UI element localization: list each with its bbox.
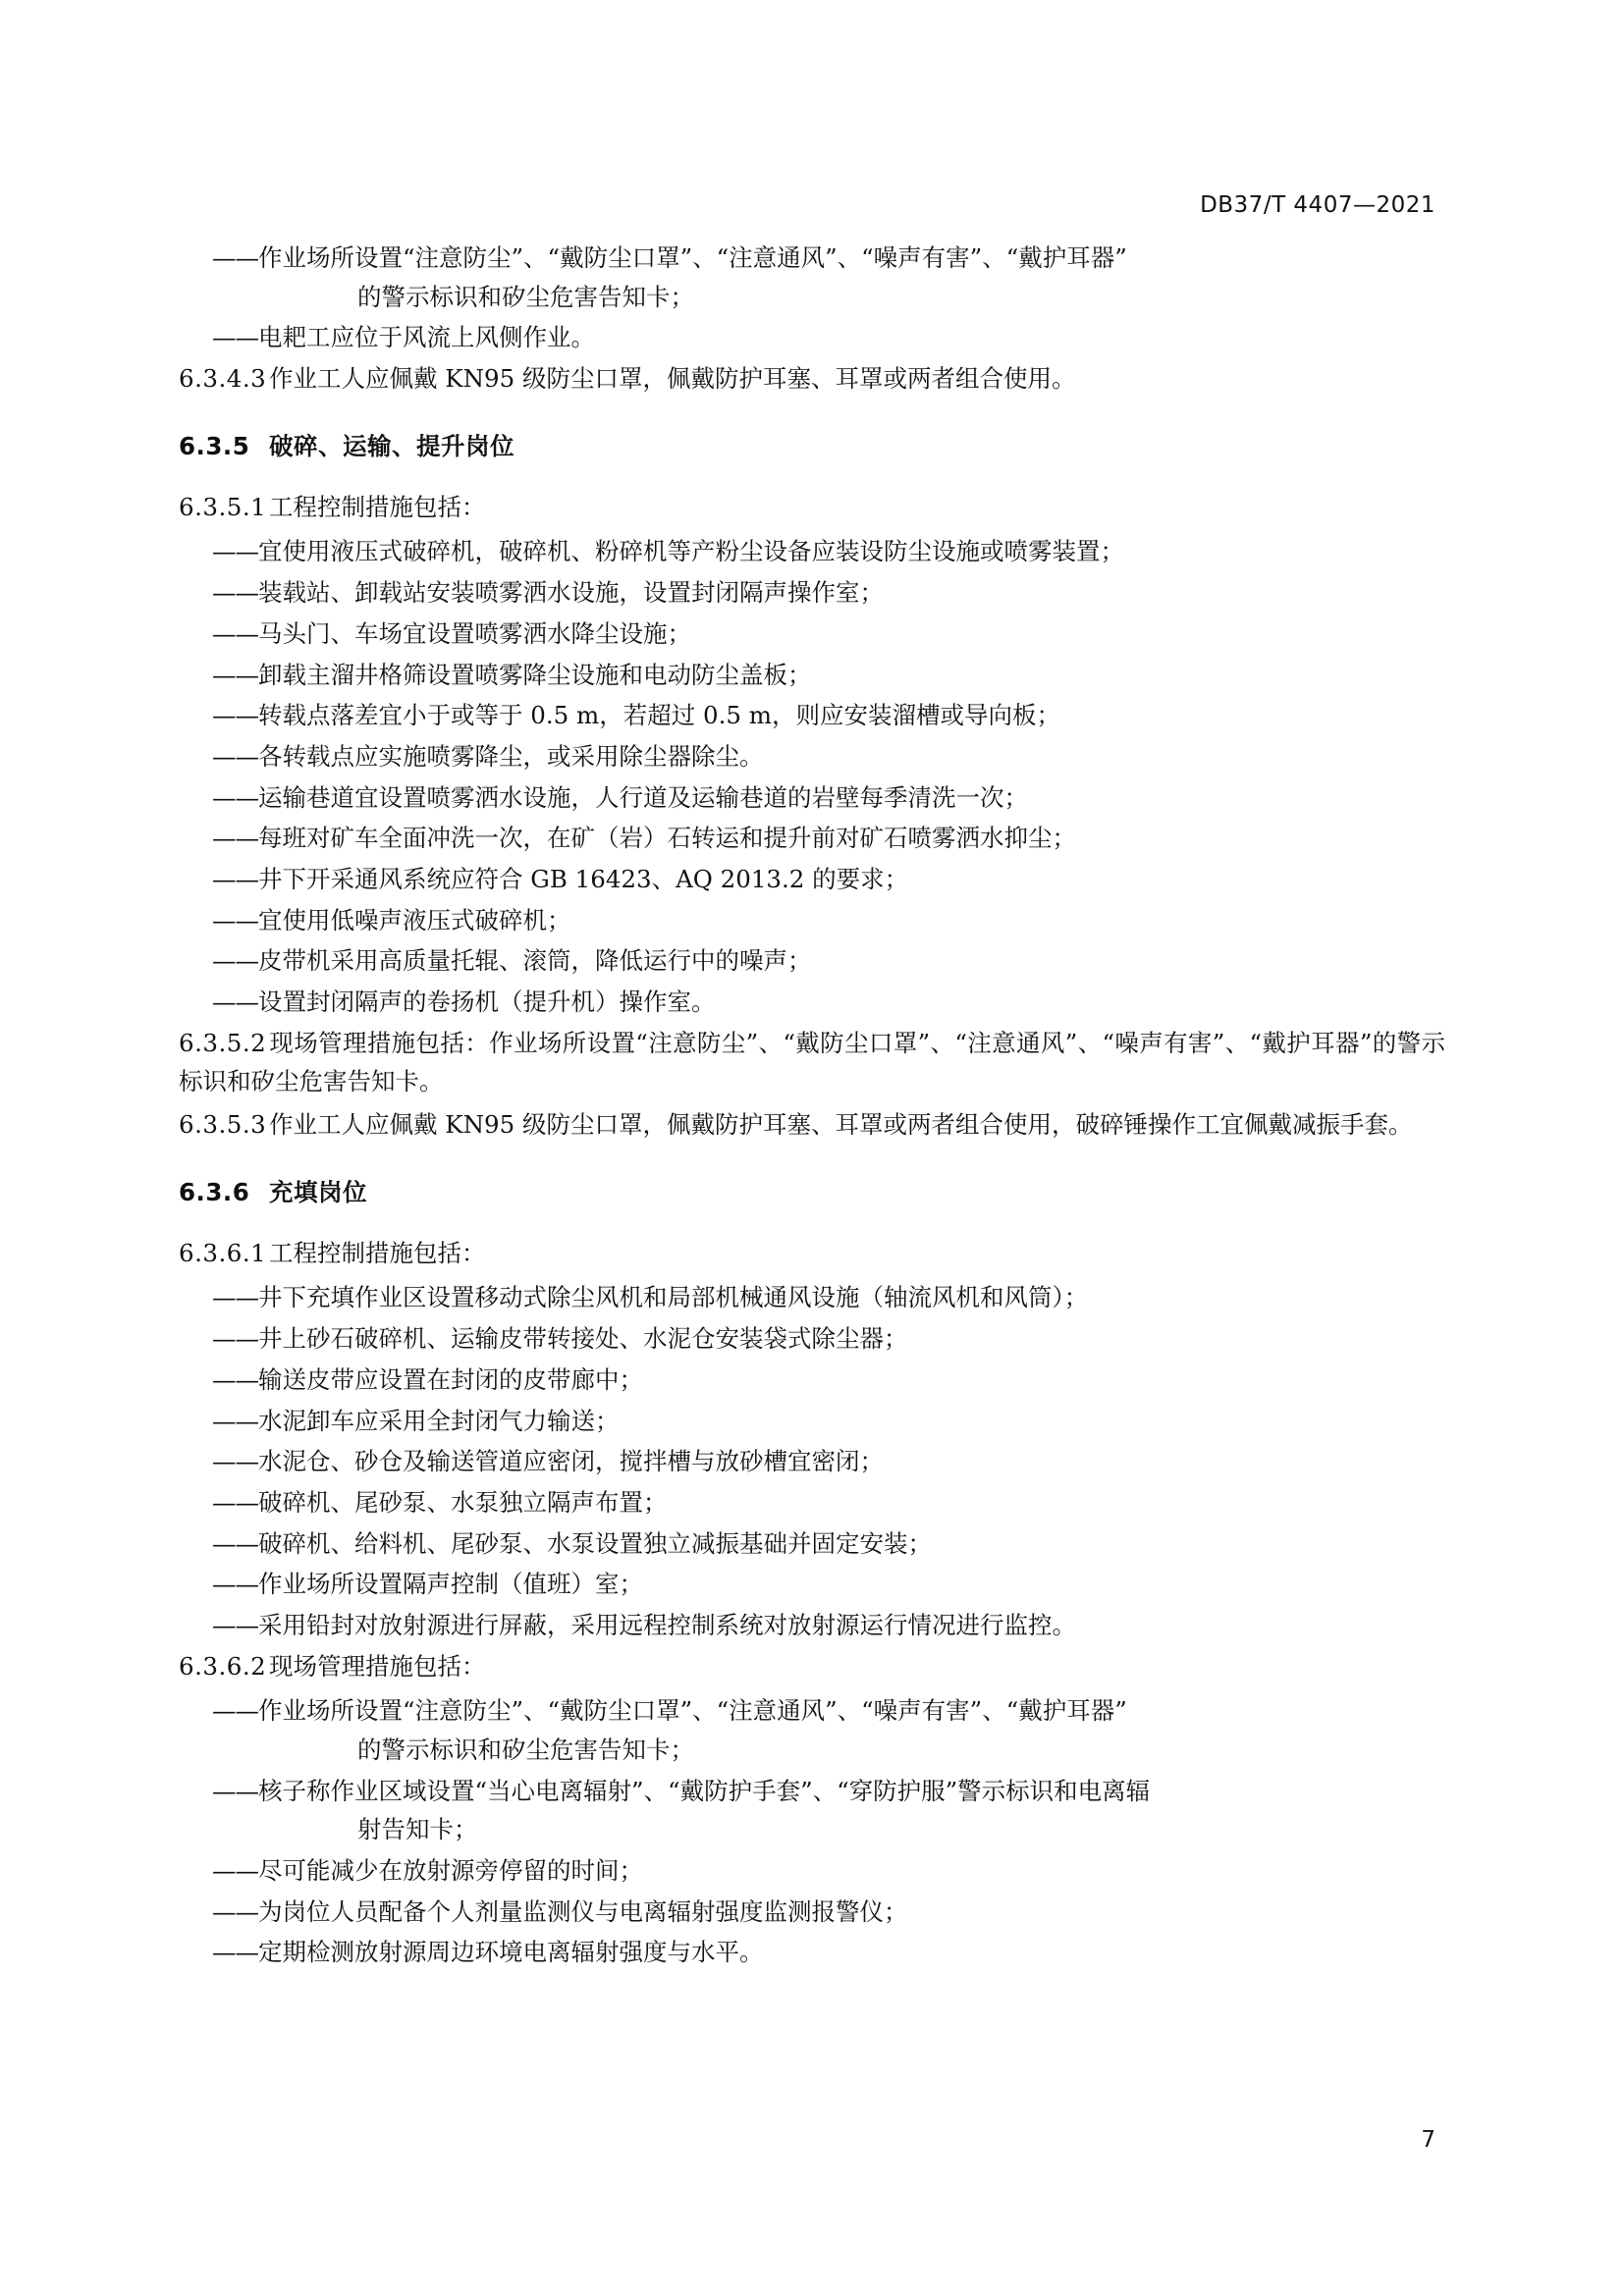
clause-6-3-5-2	[179, 1024, 1445, 1101]
list-item	[179, 778, 1445, 818]
list-item-text: 运输巷道宜设置喷雾洒水设施，人行道及运输巷道的岩壁每季清洗一次；	[258, 782, 1028, 812]
list-item	[179, 901, 1445, 940]
list-item	[179, 983, 1445, 1022]
dash-marker: ——	[212, 1896, 258, 1926]
clause-number: 6.3.4.3	[179, 364, 267, 394]
heading-number: 6.3.6	[179, 1177, 250, 1206]
dash-marker: ——	[212, 946, 258, 976]
list-item-text: 核子称作业区域设置“当心电离辐射”、“戴防护手套”、“穿防护服”警示标识和电离辐	[258, 1776, 1151, 1805]
list-item-text: 为岗位人员配备个人剂量监测仪与电离辐射强度监测报警仪；	[258, 1896, 908, 1926]
list-item-text: 破碎机、给料机、尾砂泵、水泵设置独立减振基础并固定安装；	[258, 1528, 932, 1558]
list-item-continuation: 的警示标识和矽尘危害告知卡；	[357, 1735, 694, 1764]
heading-number: 6.3.5	[179, 431, 250, 460]
dash-marker: ——	[212, 1283, 258, 1312]
page-content	[179, 239, 1445, 1974]
dash-marker: ——	[212, 660, 258, 689]
list-item	[179, 1442, 1445, 1481]
list-item-text: 宜使用液压式破碎机，破碎机、粉碎机等产粉尘设备应装设防尘设施或喷雾装置；	[258, 537, 1124, 566]
clause-text: 现场管理措施包括：作业场所设置“注意防尘”、“戴防尘口罩”、“注意通风”、“噪声有害”、“戴护耳器”的警示标识和矽尘危害告知卡。	[179, 1028, 1445, 1096]
list-item	[179, 819, 1445, 858]
list-item-text: 马头门、车场宜设置喷雾洒水降尘设施；	[258, 618, 691, 648]
list-item	[179, 696, 1445, 735]
heading-title: 破碎、运输、提升岗位	[269, 431, 514, 460]
list-item-continuation: 的警示标识和矽尘危害告知卡；	[357, 282, 694, 311]
list-item-text: 设置封闭隔声的卷扬机（提升机）操作室。	[258, 988, 716, 1016]
dash-marker: ——	[212, 1364, 258, 1394]
list-item-text: 采用铅封对放射源进行屏蔽，采用远程控制系统对放射源运行情况进行监控。	[258, 1610, 1076, 1639]
dash-marker: ——	[212, 864, 258, 893]
list-6-3-6-1	[179, 1278, 1445, 1644]
clause-number: 6.3.6.1	[179, 1238, 267, 1267]
clause-number: 6.3.5.1	[179, 492, 267, 521]
list-item-text: 井上砂石破碎机、运输皮带转接处、水泥仓安装袋式除尘器；	[258, 1324, 908, 1354]
clause-6-3-5-3	[179, 1105, 1445, 1145]
list-item-text: 井下开采通风系统应符合 GB 16423、AQ 2013.2 的要求；	[258, 864, 909, 893]
list-item-text: 电耙工应位于风流上风侧作业。	[258, 323, 595, 352]
list-item-text: 作业场所设置“注意防尘”、“戴防尘口罩”、“注意通风”、“噪声有害”、“戴护耳器”	[258, 243, 1127, 272]
clause-number: 6.3.5.2	[179, 1028, 267, 1057]
list-item	[179, 1319, 1445, 1359]
list-item-text: 各转载点应实施喷雾降尘，或采用除尘器除尘。	[258, 741, 764, 771]
heading-6-3-5	[179, 428, 1445, 462]
list-item	[179, 573, 1445, 613]
list-item	[179, 1402, 1445, 1441]
list-item-text: 皮带机采用高质量托辊、滚筒，降低运行中的噪声；	[258, 946, 812, 976]
list-item	[179, 1483, 1445, 1522]
clause-6-3-6-2	[179, 1647, 1445, 1686]
list-item-text: 宜使用低噪声液压式破碎机；	[258, 905, 571, 934]
list-item	[179, 1933, 1445, 1972]
clause-number: 6.3.5.3	[179, 1110, 267, 1140]
dash-marker: ——	[212, 243, 258, 272]
page-number: 7	[1421, 2127, 1435, 2153]
list-item-text: 水泥卸车应采用全封闭气力输送；	[258, 1406, 620, 1435]
list-item	[179, 656, 1445, 695]
dash-marker: ——	[212, 701, 258, 730]
clause-number: 6.3.6.2	[179, 1651, 267, 1681]
list-item-text: 作业场所设置“注意防尘”、“戴防尘口罩”、“注意通风”、“噪声有害”、“戴护耳器”	[258, 1696, 1127, 1726]
dash-marker: ——	[212, 323, 258, 352]
clause-text: 现场管理措施包括：	[269, 1651, 486, 1681]
list-item-text: 作业场所设置隔声控制（值班）室；	[258, 1570, 643, 1599]
dash-marker: ——	[212, 905, 258, 934]
page-header-standard-code: DB37/T 4407—2021	[1200, 192, 1435, 218]
dash-marker: ——	[212, 1776, 258, 1805]
list-item	[179, 1772, 1445, 1849]
clause-text: 工程控制措施包括：	[269, 492, 486, 521]
dash-marker: ——	[212, 1528, 258, 1558]
dash-marker: ——	[212, 1324, 258, 1354]
list-item	[179, 1524, 1445, 1564]
clause-text: 作业工人应佩戴 KN95 级防尘口罩，佩戴防护耳塞、耳罩或两者组合使用。	[269, 364, 1076, 394]
list-item-text: 破碎机、尾砂泵、水泵独立隔声布置；	[258, 1487, 668, 1517]
list-item-text: 装载站、卸载站安装喷雾洒水设施，设置封闭隔声操作室；	[258, 578, 884, 608]
list-top-continuation	[179, 239, 1445, 357]
list-item-text: 定期检测放射源周边环境电离辐射强度与水平。	[258, 1938, 764, 1967]
dash-marker: ——	[212, 1570, 258, 1599]
list-item-text: 输送皮带应设置在封闭的皮带廊中；	[258, 1364, 643, 1394]
list-item	[179, 239, 1445, 316]
list-item	[179, 1278, 1445, 1317]
list-item	[179, 1606, 1445, 1645]
list-item-text: 卸载主溜井格筛设置喷雾降尘设施和电动防尘盖板；	[258, 660, 812, 689]
clause-text: 工程控制措施包括：	[269, 1238, 486, 1267]
dash-marker: ——	[212, 1856, 258, 1886]
clause-text: 作业工人应佩戴 KN95 级防尘口罩，佩戴防护耳塞、耳罩或两者组合使用，破碎锤操作工宜佩戴减振手套。	[269, 1110, 1413, 1140]
list-item	[179, 1851, 1445, 1891]
dash-marker: ——	[212, 824, 258, 853]
list-item	[179, 941, 1445, 981]
dash-marker: ——	[212, 1938, 258, 1967]
list-item	[179, 860, 1445, 899]
list-item	[179, 1565, 1445, 1604]
list-item-text: 每班对矿车全面冲洗一次，在矿（岩）石转运和提升前对矿石喷雾洒水抑尘；	[258, 824, 1076, 853]
dash-marker: ——	[212, 618, 258, 648]
dash-marker: ——	[212, 782, 258, 812]
dash-marker: ——	[212, 988, 258, 1016]
list-item	[179, 1893, 1445, 1932]
dash-marker: ——	[212, 537, 258, 566]
heading-6-3-6	[179, 1174, 1445, 1208]
list-6-3-5-1	[179, 532, 1445, 1021]
list-item	[179, 1361, 1445, 1400]
list-item	[179, 318, 1445, 357]
clause-6-3-6-1	[179, 1234, 1445, 1273]
dash-marker: ——	[212, 1696, 258, 1726]
clause-6-3-4-3	[179, 359, 1445, 399]
clause-6-3-5-1	[179, 488, 1445, 527]
dash-marker: ——	[212, 1406, 258, 1435]
list-item-text: 尽可能减少在放射源旁停留的时间；	[258, 1856, 643, 1886]
list-item-text: 井下充填作业区设置移动式除尘风机和局部机械通风设施（轴流风机和风筒）；	[258, 1283, 1089, 1312]
dash-marker: ——	[212, 1447, 258, 1476]
heading-title: 充填岗位	[269, 1177, 367, 1206]
dash-marker: ——	[212, 1487, 258, 1517]
dash-marker: ——	[212, 578, 258, 608]
list-item	[179, 1691, 1445, 1769]
list-item	[179, 737, 1445, 776]
list-6-3-6-2	[179, 1691, 1445, 1972]
list-item-text: 转载点落差宜小于或等于 0.5 m，若超过 0.5 m，则应安装溜槽或导向板；	[258, 701, 1061, 730]
list-item-continuation: 射告知卡；	[357, 1815, 478, 1844]
dash-marker: ——	[212, 741, 258, 771]
list-item	[179, 614, 1445, 654]
list-item-text: 水泥仓、砂仓及输送管道应密闭，搅拌槽与放砂槽宜密闭；	[258, 1447, 884, 1476]
list-item	[179, 532, 1445, 571]
dash-marker: ——	[212, 1610, 258, 1639]
